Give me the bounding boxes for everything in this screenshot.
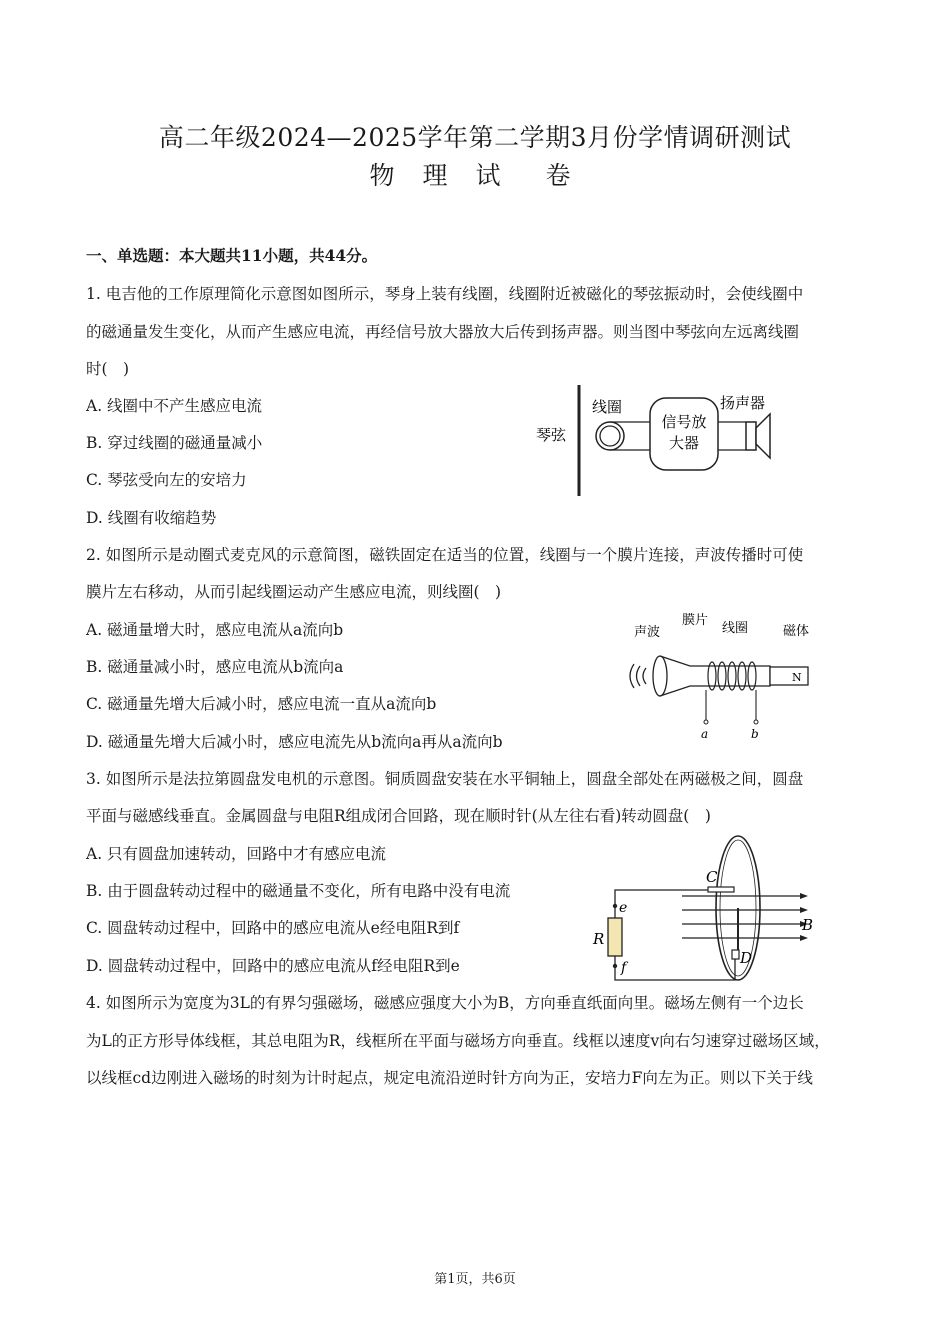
q2-option-c: C. 磁通量先增大后减小时，感应电流一直从a流向b bbox=[86, 695, 437, 713]
q1-option-b: B. 穿过线圈的磁通量减小 bbox=[86, 434, 263, 452]
brush-c bbox=[708, 887, 734, 892]
resistor-r-label: R bbox=[593, 930, 605, 948]
magnet-icon bbox=[770, 667, 808, 685]
q3-option-c: C. 圆盘转动过程中，回路中的感应电流从e经电阻R到f bbox=[86, 919, 460, 937]
q2-stem-line1: 2. 如图所示是动圈式麦克风的示意简图，磁铁固定在适当的位置，线圈与一个膜片连接，声波传播时可使 bbox=[86, 546, 804, 564]
q1-option-c: C. 琴弦受向左的安培力 bbox=[86, 471, 247, 489]
section-heading: 一、单选题：本大题共11小题，共44分。 bbox=[86, 246, 378, 265]
coil-label: 线圈 bbox=[722, 621, 749, 636]
brush-c-label: C bbox=[706, 868, 718, 886]
point-f-label: f bbox=[621, 960, 627, 976]
magnet-label: 磁体 bbox=[783, 624, 810, 639]
field-b-label: B bbox=[802, 916, 814, 934]
brush-d bbox=[732, 950, 739, 959]
n-pole-label: N bbox=[792, 671, 802, 684]
amplifier-label-2: 大器 bbox=[668, 434, 700, 452]
page-subtitle: 物 理 试 卷 bbox=[369, 161, 581, 190]
terminal-b-label: b bbox=[751, 727, 759, 741]
q3-disc-generator-figure bbox=[588, 830, 828, 988]
q4-stem-line1: 4. 如图所示为宽度为3L的有界匀强磁场，磁感应强度大小为B，方向垂直纸面向里。磁场左侧有一个边长 bbox=[86, 994, 804, 1012]
q2-stem-line2: 膜片左右移动，从而引起线圈运动产生感应电流，则线圈( ) bbox=[86, 583, 502, 601]
resistor-r bbox=[608, 918, 622, 956]
q1-stem-line3: 时( ) bbox=[86, 360, 130, 378]
q3-option-b: B. 由于圆盘转动过程中的磁通量不变化，所有电路中没有电流 bbox=[86, 882, 511, 900]
brush-d-label: D bbox=[740, 949, 753, 967]
q2-option-d: D. 磁通量先增大后减小时，感应电流先从b流向a再从a流向b bbox=[86, 733, 503, 751]
coil-label: 线圈 bbox=[592, 398, 623, 416]
q1-stem-line2: 的磁通量发生变化，从而产生感应电流，再经信号放大器放大后传到扬声器。则当图中琴弦向左远离线圈 bbox=[86, 323, 800, 341]
q3-option-d: D. 圆盘转动过程中，回路中的感应电流从f经电阻R到e bbox=[86, 957, 460, 975]
q1-guitar-figure bbox=[528, 382, 788, 500]
q1-option-d: D. 线圈有收缩趋势 bbox=[86, 509, 217, 527]
membrane-icon bbox=[653, 656, 667, 696]
string-label: 琴弦 bbox=[536, 426, 567, 444]
q2-option-b: B. 磁通量减小时，感应电流从b流向a bbox=[86, 658, 344, 676]
speaker-label: 扬声器 bbox=[720, 394, 766, 412]
q3-stem-line2: 平面与磁感线垂直。金属圆盘与电阻R组成闭合回路，现在顺时针(从左往右看)转动圆盘( ) bbox=[86, 807, 711, 825]
speaker-icon bbox=[746, 422, 756, 450]
page-number: 第1页，共6页 bbox=[434, 1272, 516, 1287]
terminal-a-label: a bbox=[701, 727, 709, 741]
sound-wave-icon bbox=[630, 664, 634, 688]
point-e-label: e bbox=[619, 900, 628, 916]
amplifier-label-1: 信号放 bbox=[661, 413, 707, 431]
q4-stem-line2: 为L的正方形导体线框，其总电阻为R，线框所在平面与磁场方向垂直。线框以速度v向右匀速穿过磁场区域， bbox=[86, 1032, 830, 1050]
q2-microphone-figure bbox=[620, 608, 830, 744]
q2-option-a: A. 磁通量增大时，感应电流从a流向b bbox=[86, 621, 344, 639]
q1-stem-line1: 1. 电吉他的工作原理简化示意图如图所示，琴身上装有线圈，线圈附近被磁化的琴弦振动时，会使线圈中 bbox=[86, 285, 804, 303]
q3-option-a: A. 只有圆盘加速转动，回路中才有感应电流 bbox=[86, 845, 387, 863]
page-title: 高二年级2024—2025学年第二学期3月份学情调研测试 bbox=[158, 123, 792, 152]
q1-option-a: A. 线圈中不产生感应电流 bbox=[86, 397, 263, 415]
q4-stem-line3: 以线框cd边刚进入磁场的时刻为计时起点，规定电流沿逆时针方向为正，安培力F向左为正。则以下关于线 bbox=[86, 1069, 813, 1087]
q3-stem-line1: 3. 如图所示是法拉第圆盘发电机的示意图。铜质圆盘安装在水平铜轴上，圆盘全部处在两磁极之间，圆盘 bbox=[86, 770, 804, 788]
membrane-label: 膜片 bbox=[682, 613, 709, 628]
wave-label: 声波 bbox=[634, 625, 661, 640]
